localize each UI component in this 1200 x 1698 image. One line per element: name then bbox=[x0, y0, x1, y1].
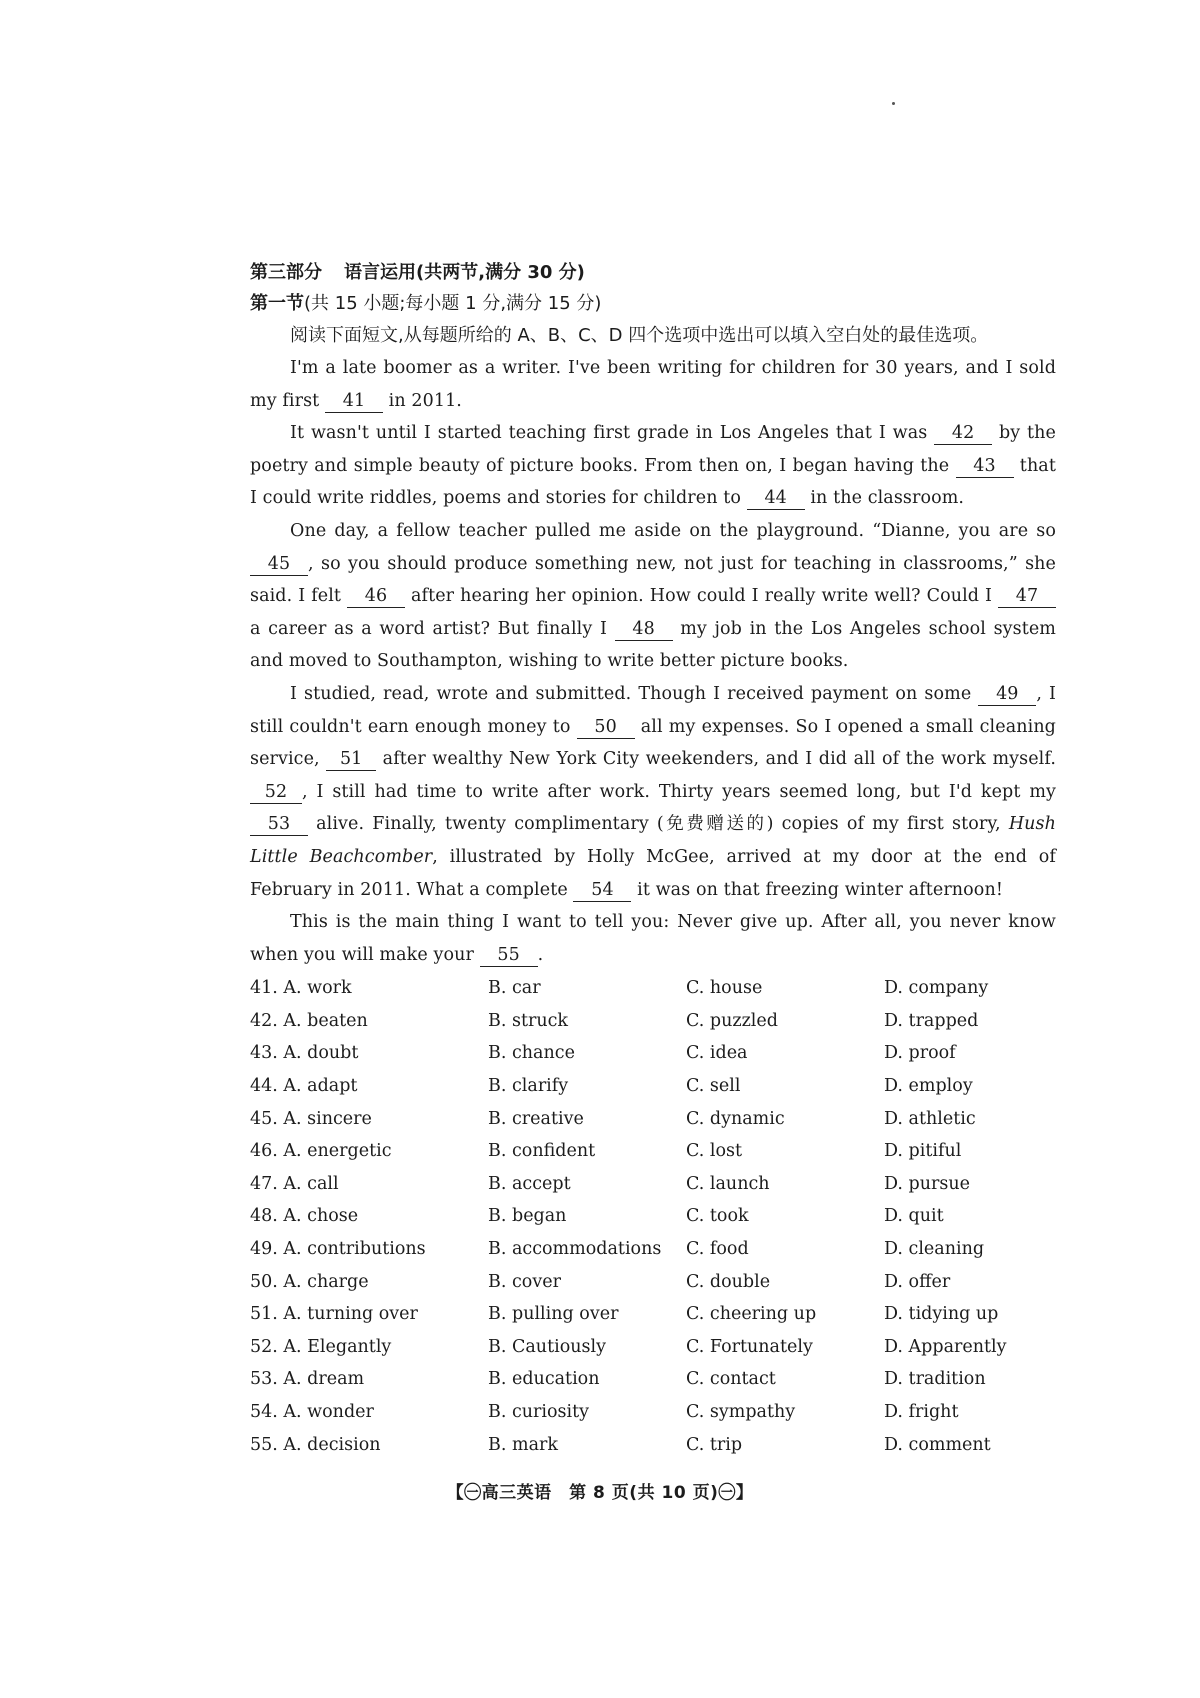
option-row bbox=[250, 1070, 1056, 1103]
option-d: D. pursue bbox=[884, 1173, 970, 1194]
option-c: C. lost bbox=[686, 1141, 743, 1162]
option-d: D. cleaning bbox=[884, 1239, 985, 1260]
option-d: D. proof bbox=[884, 1043, 956, 1064]
blank-43: 43 bbox=[956, 455, 1014, 478]
blank-54: 54 bbox=[573, 879, 631, 902]
option-c: C. took bbox=[686, 1206, 749, 1227]
option-row bbox=[250, 1363, 1056, 1396]
option-row bbox=[250, 1168, 1056, 1201]
option-b: B. creative bbox=[488, 1108, 584, 1129]
blank-41: 41 bbox=[325, 390, 383, 413]
option-b: B. cover bbox=[488, 1271, 561, 1292]
option-c: C. house bbox=[686, 978, 763, 999]
blank-50: 50 bbox=[577, 716, 635, 739]
option-b: B. pulling over bbox=[488, 1304, 619, 1325]
option-d: D. quit bbox=[884, 1206, 944, 1227]
option-row bbox=[250, 1266, 1056, 1299]
option-a: 52. A. Elegantly bbox=[250, 1336, 392, 1357]
paragraph-1: I'm a late boomer as a writer. I've been writing for children for 30 years, and I sold my first 41 in 2011. bbox=[250, 358, 1056, 411]
option-b: B. education bbox=[488, 1369, 600, 1390]
option-b: B. began bbox=[488, 1206, 567, 1227]
option-b: B. struck bbox=[488, 1010, 569, 1031]
option-d: D. fright bbox=[884, 1402, 959, 1422]
option-d: D. comment bbox=[884, 1434, 991, 1455]
blank-49: 49 bbox=[978, 683, 1036, 706]
option-row bbox=[250, 1037, 1056, 1070]
option-a: 45. A. sincere bbox=[250, 1108, 372, 1129]
option-a: 44. A. adapt bbox=[250, 1076, 358, 1097]
option-a: 47. A. call bbox=[250, 1173, 339, 1194]
option-row bbox=[250, 1135, 1056, 1168]
instruction: 阅读下面短文,从每题所给的 A、B、C、D 四个选项中选出可以填入空白处的最佳选项。 bbox=[290, 325, 989, 346]
option-d: D. pitiful bbox=[884, 1141, 962, 1162]
option-c: C. cheering up bbox=[686, 1304, 817, 1325]
option-a: 54. A. wonder bbox=[250, 1402, 374, 1422]
section-heading bbox=[250, 288, 1056, 320]
option-c: C. sell bbox=[686, 1076, 741, 1097]
option-a: 41. A. work bbox=[250, 978, 352, 999]
option-d: D. Apparently bbox=[884, 1336, 1007, 1357]
option-c: C. contact bbox=[686, 1369, 776, 1390]
option-b: B. Cautiously bbox=[488, 1336, 606, 1357]
option-b: B. curiosity bbox=[488, 1402, 590, 1422]
option-a: 42. A. beaten bbox=[250, 1010, 368, 1031]
page-content bbox=[250, 258, 1056, 1461]
option-row bbox=[250, 1396, 1056, 1429]
option-d: D. company bbox=[884, 978, 989, 999]
page-footer: 【㊀高三英语 第 8 页(共 10 页)㊀】 bbox=[446, 1483, 754, 1503]
blank-51: 51 bbox=[326, 748, 376, 771]
blank-44: 44 bbox=[747, 487, 805, 510]
story-title: Hush Little Beachcomber bbox=[250, 814, 1056, 867]
option-a: 43. A. doubt bbox=[250, 1043, 359, 1064]
section-description: (共 15 小题;每小题 1 分,满分 15 分) bbox=[304, 293, 602, 314]
option-d: D. tradition bbox=[884, 1369, 986, 1390]
option-d: D. tidying up bbox=[884, 1304, 999, 1325]
paragraph-4: I studied, read, wrote and submitted. Though I received payment on some 49 , I still couldn't earn enough money to 50 all my expenses. So I opened a small cleaning service, 51 after wealthy New York City weekenders, and I did all of the work myself. 52 , I still had time to write after work. Thirty years seemed long, but I'd kept my 53 alive. Finally, twenty complimentary (免费赠送的) copies of my first story, Hush Little Beachcomber, illustrated by Holly McGee, arrived at my door at the end of February in 2011. What a complete 54 it was on that freezing winter afternoon! bbox=[250, 683, 1057, 900]
section-label: 第一节 bbox=[250, 293, 304, 314]
option-c: C. trip bbox=[686, 1434, 743, 1455]
blank-45: 45 bbox=[250, 553, 308, 576]
cloze-passage bbox=[250, 352, 1056, 971]
option-c: C. Fortunately bbox=[686, 1336, 813, 1357]
option-a: 55. A. decision bbox=[250, 1434, 381, 1455]
blank-46: 46 bbox=[347, 585, 405, 608]
option-b: B. chance bbox=[488, 1043, 575, 1064]
option-a: 53. A. dream bbox=[250, 1369, 365, 1390]
option-row bbox=[250, 1429, 1056, 1462]
option-a: 46. A. energetic bbox=[250, 1141, 392, 1162]
option-a: 49. A. contributions bbox=[250, 1239, 426, 1260]
blank-48: 48 bbox=[615, 618, 673, 641]
blank-52: 52 bbox=[250, 781, 302, 804]
option-d: D. athletic bbox=[884, 1108, 976, 1129]
option-row bbox=[250, 1200, 1056, 1233]
blank-42: 42 bbox=[934, 422, 992, 445]
option-a: 50. A. charge bbox=[250, 1271, 369, 1292]
option-row bbox=[250, 1298, 1056, 1331]
option-b: B. car bbox=[488, 978, 541, 999]
option-b: B. accommodations bbox=[488, 1239, 662, 1260]
option-d: D. offer bbox=[884, 1271, 951, 1292]
option-b: B. accept bbox=[488, 1173, 571, 1194]
option-b: B. confident bbox=[488, 1141, 596, 1162]
option-a: 48. A. chose bbox=[250, 1206, 359, 1227]
option-d: D. employ bbox=[884, 1076, 973, 1097]
option-c: C. puzzled bbox=[686, 1010, 778, 1031]
option-d: D. trapped bbox=[884, 1010, 979, 1031]
scan-speck bbox=[892, 102, 895, 105]
paragraph-3: One day, a fellow teacher pulled me aside on the playground. “Dianne, you are so 45 , so you should produce something new, not just for teaching in classrooms,” she said. I felt 46 after hearing her opinion. How could I really write well? Could I 47 a career as a word artist? But finally I 48 my job in the Los Angeles school system and moved to Southampton, wishing to write better picture books. bbox=[250, 520, 1056, 672]
option-b: B. clarify bbox=[488, 1076, 569, 1097]
paragraph-2: It wasn't until I started teaching first grade in Los Angeles that I was 42 by the poetry and simple beauty of picture books. From then on, I began having the 43 that I could write riddles, poems and stories for children to 44 in the classroom. bbox=[250, 423, 1056, 509]
part-label: 第三部分 bbox=[250, 262, 322, 283]
option-c: C. food bbox=[686, 1239, 749, 1260]
option-row bbox=[250, 1331, 1056, 1364]
part-heading bbox=[250, 258, 1056, 288]
option-c: C. idea bbox=[686, 1043, 748, 1064]
blank-47: 47 bbox=[998, 585, 1056, 608]
answer-options bbox=[250, 972, 1056, 1461]
option-c: C. dynamic bbox=[686, 1108, 785, 1129]
part-title: 语言运用(共两节,满分 30 分) bbox=[344, 262, 585, 283]
option-row bbox=[250, 1233, 1056, 1266]
option-b: B. mark bbox=[488, 1434, 558, 1455]
option-row bbox=[250, 972, 1056, 1005]
option-row bbox=[250, 1005, 1056, 1038]
paragraph-5: This is the main thing I want to tell you: Never give up. After all, you never know when you will make your 55 . bbox=[250, 912, 1056, 965]
option-a: 51. A. turning over bbox=[250, 1304, 418, 1325]
option-c: C. launch bbox=[686, 1173, 770, 1194]
option-row bbox=[250, 1103, 1056, 1136]
option-c: C. sympathy bbox=[686, 1402, 796, 1422]
blank-53: 53 bbox=[250, 813, 308, 836]
blank-55: 55 bbox=[480, 944, 538, 967]
option-c: C. double bbox=[686, 1271, 771, 1292]
